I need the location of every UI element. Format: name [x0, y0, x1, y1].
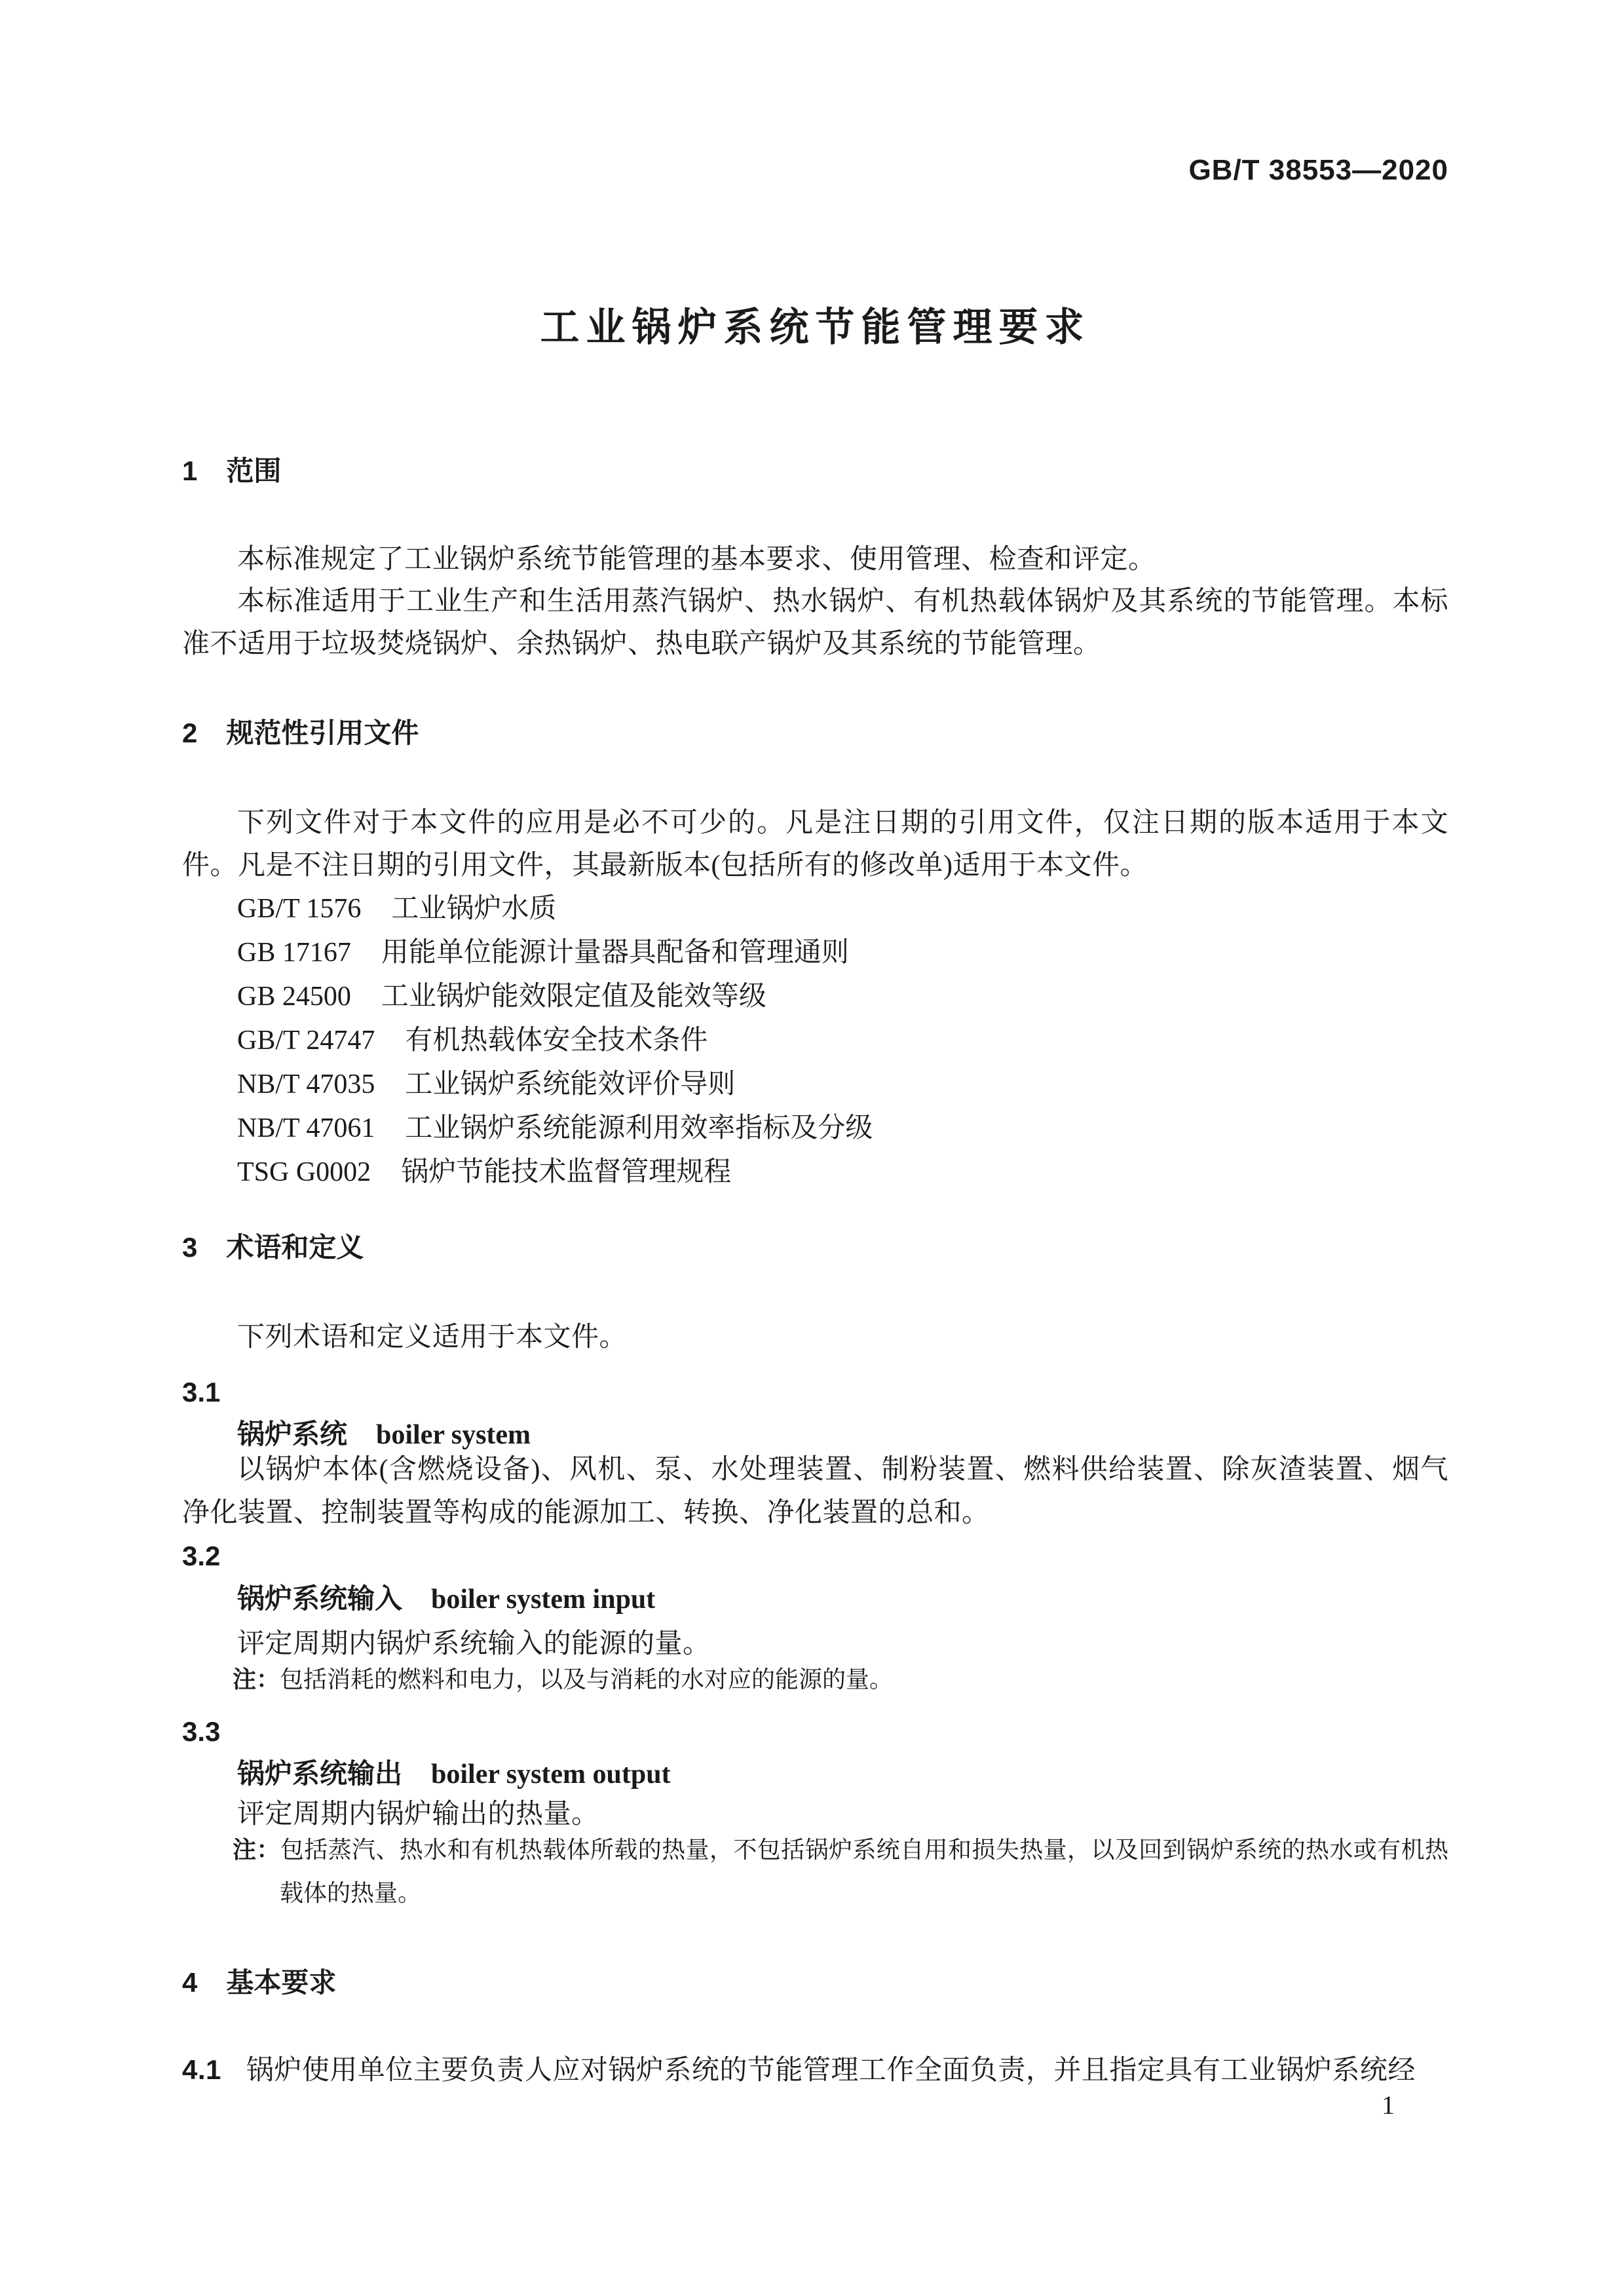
section-4-heading: [182, 1966, 1448, 1999]
term-3-1-name-en: boiler system: [376, 1420, 531, 1450]
section-1-heading: [182, 455, 1448, 488]
section-3-intro: 下列术语和定义适用于本文件。: [237, 1322, 628, 1352]
reference-title: 工业锅炉系统能源利用效率指标及分级: [405, 1113, 873, 1143]
reference-code: GB 17167: [237, 938, 351, 968]
reference-item: [182, 931, 1448, 975]
term-3-2-name-zh: 锅炉系统输入: [237, 1583, 403, 1614]
reference-title: 锅炉节能技术监督管理规程: [401, 1157, 732, 1187]
note-label: 注：: [233, 1836, 280, 1863]
document-title: 工业锅炉系统节能管理要求: [540, 305, 1091, 349]
term-3-3-definition: 评定周期内锅炉输出的热量。: [237, 1799, 599, 1829]
term-3-2-title: [182, 1577, 1448, 1621]
term-3-2-definition: 评定周期内锅炉系统输入的能源的量。: [237, 1629, 711, 1659]
term-3-3-note: [182, 1828, 1448, 1915]
section-2-number: 2: [182, 718, 198, 748]
reference-title: 工业锅炉水质: [391, 894, 557, 924]
clause-4-1-text: 锅炉使用单位主要负责人应对锅炉系统的节能管理工作全面负责，并且指定具有工业锅炉系统经: [246, 2056, 1416, 2086]
reference-title: 用能单位能源计量器具配备和管理通则: [381, 938, 849, 968]
reference-item: [182, 1019, 1448, 1063]
section-4-number: 4: [182, 1967, 198, 1998]
reference-code: GB 24500: [237, 982, 351, 1012]
term-3-3-name-zh: 锅炉系统输出: [237, 1758, 403, 1789]
term-3-3-title: [182, 1752, 1448, 1796]
term-3-1-name-zh: 锅炉系统: [237, 1419, 348, 1449]
term-3-2-note: [182, 1658, 1448, 1701]
reference-item: [182, 1063, 1448, 1107]
reference-code: GB/T 24747: [237, 1025, 375, 1056]
section-1-number: 1: [182, 455, 198, 486]
page-content: [182, 0, 1448, 2296]
section-1-paragraph-1: 本标准规定了工业锅炉系统节能管理的基本要求、使用管理、检查和评定。: [237, 545, 1156, 575]
note-label: 注：: [233, 1666, 280, 1693]
reference-code: NB/T 47061: [237, 1113, 375, 1143]
section-2-paragraph-1: 下列文件对于本文件的应用是必不可少的。凡是注日期的引用文件，仅注日期的版本适用于本文件。凡是不注日期的引用文件，其最新版本(包括所有的修改单)适用于本文件。: [182, 808, 1448, 881]
clause-4-1: [182, 2048, 1448, 2092]
section-1-paragraph-2: 本标准适用于工业生产和生活用蒸汽锅炉、热水锅炉、有机热载体锅炉及其系统的节能管理。本标准不适用于垃圾焚烧锅炉、余热锅炉、热电联产锅炉及其系统的节能管理。: [182, 586, 1448, 659]
section-3-number: 3: [182, 1232, 198, 1263]
section-2-heading: [182, 717, 1448, 750]
section-4-title: 基本要求: [226, 1967, 337, 1998]
reference-code: GB/T 1576: [237, 894, 362, 924]
standard-code: GB/T 38553—2020: [1188, 154, 1448, 186]
page-number: 1: [1382, 2090, 1395, 2120]
section-2-title: 规范性引用文件: [226, 718, 419, 748]
term-3-2-number: 3.2: [182, 1540, 221, 1571]
section-3-title: 术语和定义: [226, 1232, 364, 1263]
clause-4-1-number: 4.1: [182, 2054, 221, 2085]
note-text: 包括蒸汽、热水和有机热载体所载的热量，不包括锅炉系统自用和损失热量，以及回到锅炉系统的热水或有机热载体的热量。: [280, 1837, 1448, 1906]
section-3-heading: [182, 1231, 1448, 1264]
reference-item: [182, 887, 1448, 931]
note-text: 包括消耗的燃料和电力，以及与消耗的水对应的能源的量。: [280, 1666, 894, 1693]
term-3-1-number: 3.1: [182, 1377, 221, 1407]
section-1-title: 范围: [226, 455, 282, 486]
reference-item: [182, 975, 1448, 1019]
reference-title: 工业锅炉能效限定值及能效等级: [381, 982, 766, 1012]
term-3-1-definition: 以锅炉本体(含燃烧设备)、风机、泵、水处理装置、制粉装置、燃料供给装置、除灰渣装置、烟气净化装置、控制装置等构成的能源加工、转换、净化装置的总和。: [182, 1455, 1448, 1528]
reference-item: [182, 1151, 1448, 1195]
reference-item: [182, 1107, 1448, 1151]
reference-title: 有机热载体安全技术条件: [405, 1025, 708, 1056]
term-3-3-number: 3.3: [182, 1716, 221, 1747]
term-3-2-name-en: boiler system input: [431, 1584, 656, 1615]
normative-references-list: [182, 887, 1448, 1195]
reference-code: TSG G0002: [237, 1157, 371, 1187]
reference-title: 工业锅炉系统能效评价导则: [405, 1069, 736, 1100]
reference-code: NB/T 47035: [237, 1069, 375, 1100]
term-3-3-name-en: boiler system output: [431, 1759, 671, 1789]
